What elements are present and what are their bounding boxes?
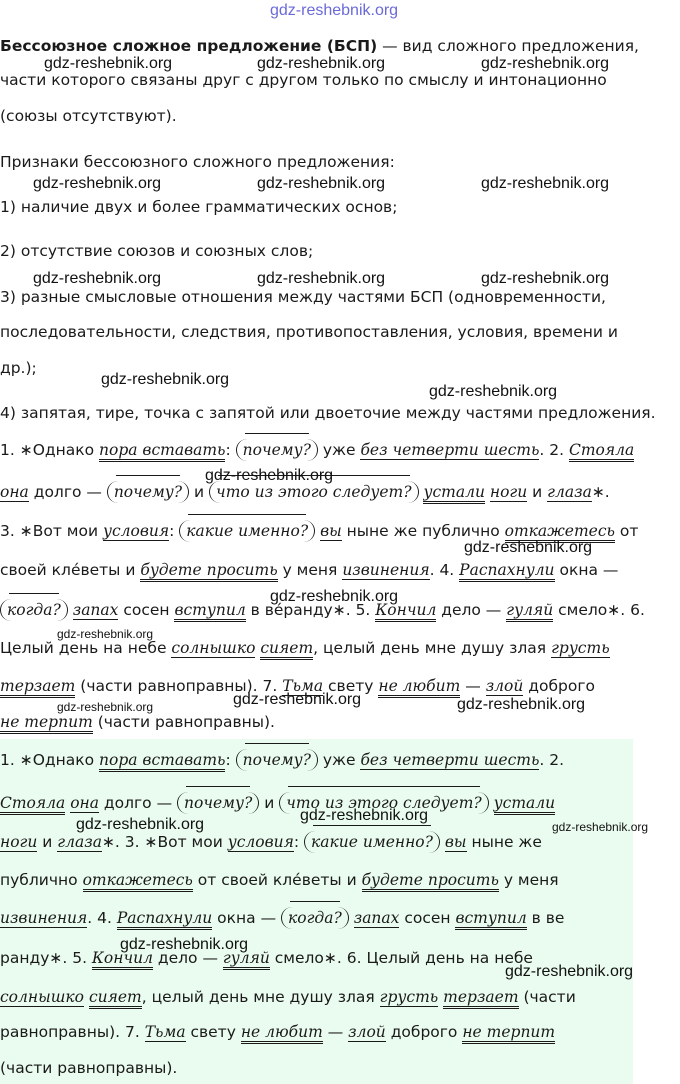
plain-text: . 4.	[87, 909, 117, 927]
subject: ноги	[0, 833, 38, 851]
plain-text: (части	[518, 988, 576, 1006]
text-line	[0, 832, 542, 852]
subject: запах	[353, 909, 400, 927]
text-line	[0, 870, 559, 890]
plain-text: у меня	[277, 561, 343, 579]
plain-text: долго —	[28, 483, 107, 501]
predicate: гуляй	[223, 949, 270, 970]
plain-text: ныне же	[466, 833, 542, 851]
predicate: вступил	[174, 601, 245, 622]
predicate: вступил	[455, 909, 526, 930]
plain-text: в ве	[526, 909, 565, 927]
predicate: пора вставать	[99, 751, 225, 772]
subject: грусть	[551, 639, 610, 657]
subject: извинения	[342, 561, 430, 579]
plain-text: . 2.	[539, 751, 565, 769]
watermark: gdz-reshebnik.org	[233, 691, 362, 708]
plain-text: у меня	[498, 871, 559, 889]
question-bracket: что из этого следует?	[209, 481, 418, 503]
plain-text: от своей кле́веты и	[192, 871, 362, 889]
plain-text: сосен	[118, 601, 175, 619]
predicate: не любит	[378, 677, 460, 698]
watermark: gdz-reshebnik.org	[300, 807, 429, 824]
predicate: откажетесь	[83, 871, 193, 892]
predicate: откажетесь	[505, 522, 615, 543]
plain-text: :	[293, 833, 305, 851]
signs-title: Признаки бессоюзного сложного предложения:	[0, 153, 395, 171]
question-bracket: почему?	[107, 481, 189, 503]
sign-3c: др.);	[0, 359, 37, 377]
plain-text: и	[259, 794, 280, 812]
predicate: не терпит	[0, 713, 93, 734]
question-bracket: почему?	[177, 792, 259, 814]
text-line	[0, 482, 610, 502]
predicate: Кончил	[375, 601, 436, 622]
text-line	[0, 638, 610, 658]
plain-text: свету	[185, 1023, 241, 1041]
watermark: gdz-reshebnik.org	[33, 175, 162, 192]
term-bsp: Бессоюзное сложное предложение (БСП)	[0, 37, 378, 55]
predicate: Стояла	[569, 441, 634, 462]
question-bracket: почему?	[236, 749, 318, 771]
subject: Тьма	[144, 1023, 186, 1041]
text-line	[0, 1058, 177, 1078]
sign-1: 1) наличие двух и более грамматических основ;	[0, 198, 398, 216]
subject: глаза	[57, 833, 102, 851]
subject: злой	[485, 677, 524, 695]
watermark: gdz-reshebnik.org	[205, 467, 334, 484]
plain-text: смело∗. 6. Целый день на небе	[269, 949, 533, 967]
plain-text: публично	[0, 871, 83, 889]
plain-text: (части равноправны).	[92, 713, 275, 731]
predicate: будете просить	[140, 561, 277, 582]
watermark: gdz-reshebnik.org	[57, 700, 154, 714]
watermark: gdz-reshebnik.org	[257, 175, 386, 192]
subject: вы	[444, 833, 467, 851]
plain-text: и	[37, 833, 58, 851]
plain-text	[68, 601, 73, 619]
sign-4: 4) запятая, тире, точка с запятой или двоеточие между частями предложения.	[0, 404, 656, 422]
subject: извинения	[0, 909, 88, 927]
definition-line-3: (союзы отсутствуют).	[0, 107, 177, 125]
plain-text: сосен	[399, 909, 456, 927]
plain-text: ныне же публично	[341, 522, 505, 540]
subject: она	[70, 794, 99, 812]
subject: она	[0, 483, 29, 501]
predicate: не любит	[241, 1023, 323, 1044]
watermark: gdz-reshebnik.org	[57, 627, 154, 641]
plain-text: —	[460, 677, 486, 695]
watermark: gdz-reshebnik.org	[101, 371, 230, 388]
watermark: gdz-reshebnik.org	[464, 539, 593, 556]
subject: условия	[102, 522, 170, 540]
plain-text	[489, 794, 494, 812]
plain-text: в ве́ранду∗. 5.	[245, 601, 376, 619]
plain-text: от	[614, 522, 639, 540]
text-line	[0, 750, 564, 770]
plain-text: . 4.	[429, 561, 460, 579]
plain-text: —	[322, 1023, 349, 1041]
plain-text: доброго	[385, 1023, 463, 1041]
predicate: Стояла	[0, 794, 65, 815]
definition-line-1	[0, 36, 639, 56]
watermark: gdz-reshebnik.org	[257, 270, 386, 287]
sign-2: 2) отсутствие союзов и союзных слов;	[0, 242, 314, 260]
subject: ноги	[489, 483, 528, 501]
plain-text: свету	[323, 677, 379, 695]
plain-text: ∗.	[591, 483, 610, 501]
plain-text: 1. ∗Однако	[0, 751, 100, 769]
predicate: устали	[423, 483, 484, 504]
subject: грусть	[379, 988, 439, 1006]
plain-text: 3. ∗Вот мои	[0, 522, 103, 540]
watermark: gdz-reshebnik.org	[429, 383, 558, 400]
predicate: будете просить	[362, 871, 499, 892]
subject: без четверти шесть	[360, 441, 540, 459]
plain-text: окна —	[554, 561, 619, 579]
predicate: Кончил	[92, 949, 153, 970]
plain-text: своей кле́веты и	[0, 561, 141, 579]
text-line	[0, 712, 275, 732]
predicate: устали	[494, 794, 555, 815]
site-watermark-top: gdz-reshebnik.org	[270, 2, 399, 19]
subject: солнышко	[171, 639, 256, 657]
plain-text: ∗. 3. ∗Вот мои	[101, 833, 228, 851]
predicate: пора вставать	[99, 441, 225, 462]
watermark: gdz-reshebnik.org	[76, 816, 205, 833]
subject: вы	[320, 522, 342, 540]
plain-text: 1. ∗Однако	[0, 441, 100, 459]
plain-text: , целый день мне душу злая	[141, 988, 380, 1006]
sign-3b: последовательности, следствия, противопоставления, условия, времени и	[0, 323, 618, 341]
watermark: gdz-reshebnik.org	[505, 963, 634, 980]
plain-text: :	[169, 522, 180, 540]
definition-text: — вид сложного предложения,	[377, 37, 639, 55]
watermark: gdz-reshebnik.org	[457, 696, 586, 713]
predicate: сияет	[89, 988, 142, 1009]
question-bracket: какие именно?	[304, 831, 440, 853]
predicate: не терпит	[462, 1023, 555, 1044]
watermark: gdz-reshebnik.org	[44, 55, 173, 72]
plain-text: . 2.	[539, 441, 569, 459]
plain-text: смело∗. 6.	[553, 601, 645, 619]
plain-text: долго —	[99, 794, 178, 812]
plain-text: окна —	[212, 909, 281, 927]
question-bracket: когда?	[281, 907, 349, 929]
watermark: gdz-reshebnik.org	[270, 588, 399, 605]
watermark: gdz-reshebnik.org	[552, 820, 649, 834]
subject: запах	[72, 601, 119, 619]
text-line	[0, 560, 618, 580]
subject: Тьма	[282, 677, 324, 695]
subject: без четверти шесть	[360, 751, 540, 769]
text-line	[0, 908, 564, 928]
plain-text: (части равноправны).	[0, 1059, 178, 1077]
subject: глаза	[547, 483, 592, 501]
text-line	[0, 948, 533, 968]
predicate: сияет	[260, 639, 313, 660]
sign-3a: 3) разные смысловые отношения между частями БСП (одновременности,	[0, 288, 606, 306]
predicate: терзает	[0, 677, 75, 698]
plain-text	[349, 909, 354, 927]
plain-text: и	[189, 483, 210, 501]
plain-text: дело —	[152, 949, 223, 967]
plain-text: ранду∗. 5.	[0, 949, 92, 967]
watermark: gdz-reshebnik.org	[481, 175, 610, 192]
text-line	[0, 793, 555, 813]
plain-text: :	[225, 441, 236, 459]
question-bracket: когда?	[0, 599, 68, 621]
definition-line-2: части которого связаны друг с другом только по смыслу и интонационно	[0, 71, 607, 89]
text-line	[0, 440, 634, 460]
plain-text: равноправны). 7.	[0, 1023, 145, 1041]
plain-text: доброго	[523, 677, 595, 695]
question-bracket: что из этого следует?	[279, 792, 488, 814]
question-bracket: какие именно?	[179, 520, 315, 542]
plain-text: (части равноправны). 7.	[75, 677, 283, 695]
plain-text: уже	[317, 751, 361, 769]
plain-text: и	[527, 483, 548, 501]
plain-text: Целый день на небе	[0, 639, 172, 657]
subject: злой	[348, 1023, 386, 1041]
text-line	[0, 521, 638, 541]
predicate: Распахнули	[117, 909, 212, 930]
text-line	[0, 1022, 555, 1042]
question-bracket: почему?	[236, 439, 318, 461]
predicate: терзает	[443, 988, 518, 1009]
text-line	[0, 987, 576, 1007]
watermark: gdz-reshebnik.org	[481, 55, 610, 72]
predicate: гуляй	[506, 601, 553, 622]
subject: солнышко	[0, 988, 84, 1006]
plain-text: уже	[317, 441, 361, 459]
watermark: gdz-reshebnik.org	[257, 55, 386, 72]
plain-text: дело —	[436, 601, 507, 619]
watermark: gdz-reshebnik.org	[120, 936, 249, 953]
plain-text: :	[225, 751, 236, 769]
predicate: Распахнули	[459, 561, 554, 582]
plain-text: , целый день мне душу злая	[313, 639, 552, 657]
watermark: gdz-reshebnik.org	[481, 270, 610, 287]
watermark: gdz-reshebnik.org	[33, 270, 162, 287]
subject: условия	[227, 833, 294, 851]
